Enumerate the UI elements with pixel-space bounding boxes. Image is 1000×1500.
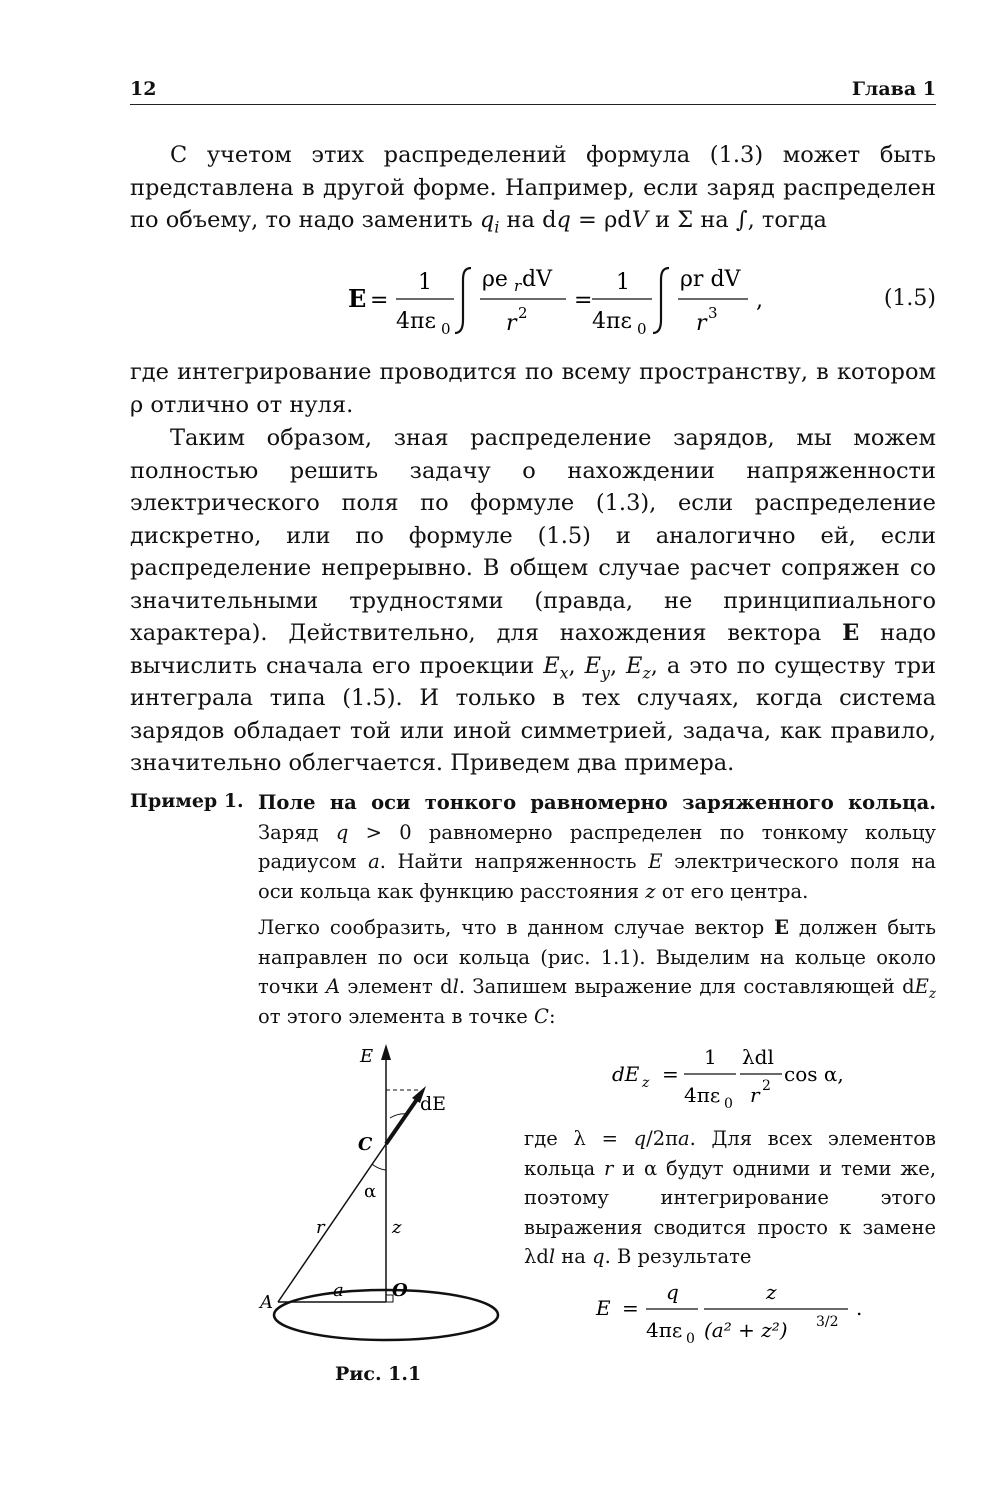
p1-text-b: на d bbox=[499, 207, 557, 233]
sol-l: l bbox=[452, 975, 459, 998]
label-A: A bbox=[260, 1292, 273, 1313]
formula-dEz bbox=[612, 1042, 872, 1122]
f15-lhs: E bbox=[348, 284, 367, 313]
p3-sep1: , bbox=[568, 652, 585, 679]
fE-den1: 4πε bbox=[646, 1318, 683, 1342]
rt-l: l bbox=[548, 1245, 556, 1268]
figure-caption: Рис. 1.1 bbox=[335, 1363, 422, 1385]
p1-text-d: и Σ на ∫, тогда bbox=[647, 207, 827, 233]
rt-text-c: . Для всех элементов кольца bbox=[524, 1127, 936, 1180]
f15-den-2-sub: 0 bbox=[637, 320, 647, 338]
rt-q: q bbox=[633, 1127, 647, 1150]
formula-E-result bbox=[594, 1282, 884, 1352]
var-V: V bbox=[631, 207, 648, 233]
p3-Ey: E bbox=[584, 652, 602, 679]
axis-arrow-head bbox=[381, 1044, 391, 1060]
p1-text-c: = ρd bbox=[570, 207, 632, 233]
f15-one-1: 1 bbox=[418, 270, 432, 295]
f15-r3: r bbox=[696, 311, 707, 336]
label-O: O bbox=[392, 1280, 408, 1301]
label-z: z bbox=[392, 1217, 402, 1238]
f15-r2-exp: 2 bbox=[518, 304, 528, 322]
formula-1-5 bbox=[130, 258, 936, 344]
sol-text-c: элемент d bbox=[340, 975, 453, 998]
var-qi: q bbox=[479, 207, 495, 233]
f15-den-1: 4πε bbox=[396, 309, 436, 334]
sol-text-b: должен быть направлен по оси кольца (рис. 1.1). Выделим на кольце около точки bbox=[258, 916, 937, 998]
page-number: 12 bbox=[130, 78, 157, 100]
p3-Ey-sub: y bbox=[601, 663, 610, 682]
example-title: Поле на оси тонкого равномерно заряженного кольца. bbox=[258, 791, 936, 814]
formula-E-graphic bbox=[594, 1282, 884, 1352]
ex-text-c: . Найти напряженность bbox=[379, 850, 649, 873]
label-r: r bbox=[316, 1217, 325, 1238]
f15-integral-1 bbox=[455, 268, 471, 333]
sol-A: A bbox=[325, 975, 341, 998]
example-1-statement bbox=[258, 788, 936, 906]
fdE-num2: λdl bbox=[742, 1045, 774, 1069]
sol-text-f: : bbox=[548, 1004, 556, 1028]
var-q: q bbox=[556, 207, 571, 233]
f15-num-2: ρr dV bbox=[680, 267, 741, 292]
fE-eq: = bbox=[622, 1296, 639, 1320]
rt-q2: q bbox=[592, 1245, 605, 1268]
f15-r2: r bbox=[506, 311, 517, 336]
var-qi-sub: i bbox=[494, 217, 500, 237]
fdE-den: 4πε bbox=[684, 1083, 721, 1107]
label-C: C bbox=[358, 1134, 373, 1155]
ex-q: q bbox=[335, 820, 349, 844]
sol-E-bold: E bbox=[774, 916, 789, 939]
fdE-den-sub: 0 bbox=[724, 1096, 733, 1112]
ex-text-b: > 0 равномерно распределен по тонкому кольцу радиусом bbox=[258, 820, 937, 873]
f15-eq2: = bbox=[574, 288, 593, 313]
paragraph-2-text: где интегрирование проводится по всему пространству, в котором ρ отлично от нуля. bbox=[130, 359, 936, 418]
figure-ring-diagram bbox=[240, 1040, 520, 1360]
label-E: E bbox=[360, 1046, 374, 1067]
f15-den-2: 4πε bbox=[592, 309, 632, 334]
formula-1-5-graphic bbox=[130, 258, 810, 344]
fdE-r: r bbox=[750, 1083, 760, 1107]
ex-a: a bbox=[368, 850, 380, 873]
chapter-title: Глава 1 bbox=[851, 78, 936, 100]
p3-text-b: надо вычислить сначала его проекции bbox=[130, 620, 936, 679]
fdE-r-exp: 2 bbox=[762, 1078, 771, 1094]
p3-text-c: , а это по существу три интеграла типа (1.5). И только в тех случаях, когда система зарядов обладает той или иной симметрией, задача, как правило, значительно облегчается. Приведем два примера. bbox=[130, 652, 937, 776]
f15-num-1-tail: dV bbox=[522, 267, 552, 292]
f15-den-1-sub: 0 bbox=[441, 320, 451, 338]
p3-Ez-sub: z bbox=[642, 663, 651, 682]
p3-Ex: E bbox=[543, 652, 560, 679]
fdE-tail: cos α, bbox=[784, 1062, 844, 1086]
example-1-solution bbox=[258, 913, 936, 1031]
rt-r: r bbox=[603, 1156, 614, 1180]
right-paragraph bbox=[524, 1124, 936, 1272]
line-r bbox=[278, 1144, 386, 1302]
fE-num2: z bbox=[766, 1282, 777, 1304]
rt-text-f: . В результате bbox=[604, 1245, 752, 1268]
f15-eq1: = bbox=[370, 288, 389, 313]
label-dE: dE bbox=[420, 1093, 447, 1115]
paragraph-3 bbox=[130, 422, 936, 780]
f15-comma: , bbox=[756, 288, 763, 313]
page-header bbox=[130, 78, 936, 105]
rt-text-b: /2π bbox=[646, 1127, 678, 1150]
rt-text-d: и α будут одними и теми же, поэтому интегрирование этого выражения сводится просто к замене λd bbox=[524, 1156, 937, 1268]
rt-text-a: где λ = bbox=[524, 1127, 634, 1150]
f15-num-1-sub: r bbox=[514, 277, 522, 295]
f15-one-2: 1 bbox=[616, 270, 630, 295]
fE-lhs: E bbox=[596, 1296, 611, 1320]
fdE-one: 1 bbox=[704, 1045, 717, 1069]
fdE-eq: = bbox=[662, 1062, 679, 1086]
sol-text-e: от этого элемента в точке bbox=[258, 1004, 535, 1028]
equation-number: (1.5) bbox=[883, 286, 936, 311]
sol-Ez-sub: z bbox=[928, 985, 936, 1002]
fE-dot: . bbox=[856, 1296, 863, 1320]
ex-text-a: Заряд bbox=[258, 820, 336, 844]
f15-r3-exp: 3 bbox=[708, 304, 718, 322]
rt-a: a bbox=[677, 1127, 690, 1150]
f15-num-1: ρe bbox=[482, 267, 508, 292]
sol-Ez: E bbox=[914, 975, 929, 998]
label-alpha: α bbox=[364, 1181, 377, 1202]
label-a: a bbox=[333, 1280, 344, 1301]
alpha-arc bbox=[372, 1164, 386, 1170]
fE-den1-sub: 0 bbox=[686, 1331, 695, 1347]
p3-text-a: Таким образом, зная распределение зарядов, мы можем полностью решить задачу о нахождении напряженности электрического поля по формуле (1.3), если распределение дискретно, или по формуле (1.5) и аналогично ей, если распределение непрерывно. В общем случае расчет сопряжен со значительными трудностями (правда, не принципиального характера). Действительно, для нахождения вектора bbox=[130, 425, 936, 646]
sol-text-a: Легко сообразить, что в данном случае вектор bbox=[258, 916, 775, 939]
p3-E-bold: E bbox=[842, 620, 860, 646]
p1-text-a: С учетом этих распределений формула (1.3) может быть представлена в другой форме. Например, если заряд распределен по объему, то надо заменить bbox=[130, 142, 936, 233]
sol-C: C bbox=[534, 1004, 549, 1028]
ex-E: E bbox=[648, 850, 663, 873]
p3-sep2: , bbox=[609, 652, 627, 679]
fE-den2-exp: 3/2 bbox=[816, 1314, 839, 1330]
paragraph-1 bbox=[130, 139, 936, 237]
rt-text-e: на bbox=[555, 1245, 593, 1268]
example-label: Пример 1. bbox=[130, 790, 244, 812]
f15-integral-2 bbox=[653, 268, 669, 333]
paragraph-2 bbox=[130, 356, 936, 421]
ex-text-d: электрического поля на оси кольца как функцию расстояния bbox=[258, 850, 936, 903]
fE-den2: (a² + z²) bbox=[704, 1318, 788, 1342]
figure-1-1 bbox=[240, 1040, 520, 1360]
p3-Ex-sub: x bbox=[559, 663, 569, 682]
fdE-lhs: dE bbox=[612, 1062, 640, 1086]
fE-num1: q bbox=[666, 1282, 679, 1304]
dE-vector bbox=[386, 1095, 420, 1144]
ex-z: z bbox=[645, 879, 656, 903]
ex-text-e: от его центра. bbox=[655, 879, 809, 903]
fdE-lhs-sub: z bbox=[642, 1075, 650, 1091]
formula-dEz-graphic bbox=[612, 1042, 872, 1122]
p3-Ez: E bbox=[626, 652, 643, 679]
sol-text-d: . Запишем выражение для составляющей d bbox=[458, 975, 915, 998]
